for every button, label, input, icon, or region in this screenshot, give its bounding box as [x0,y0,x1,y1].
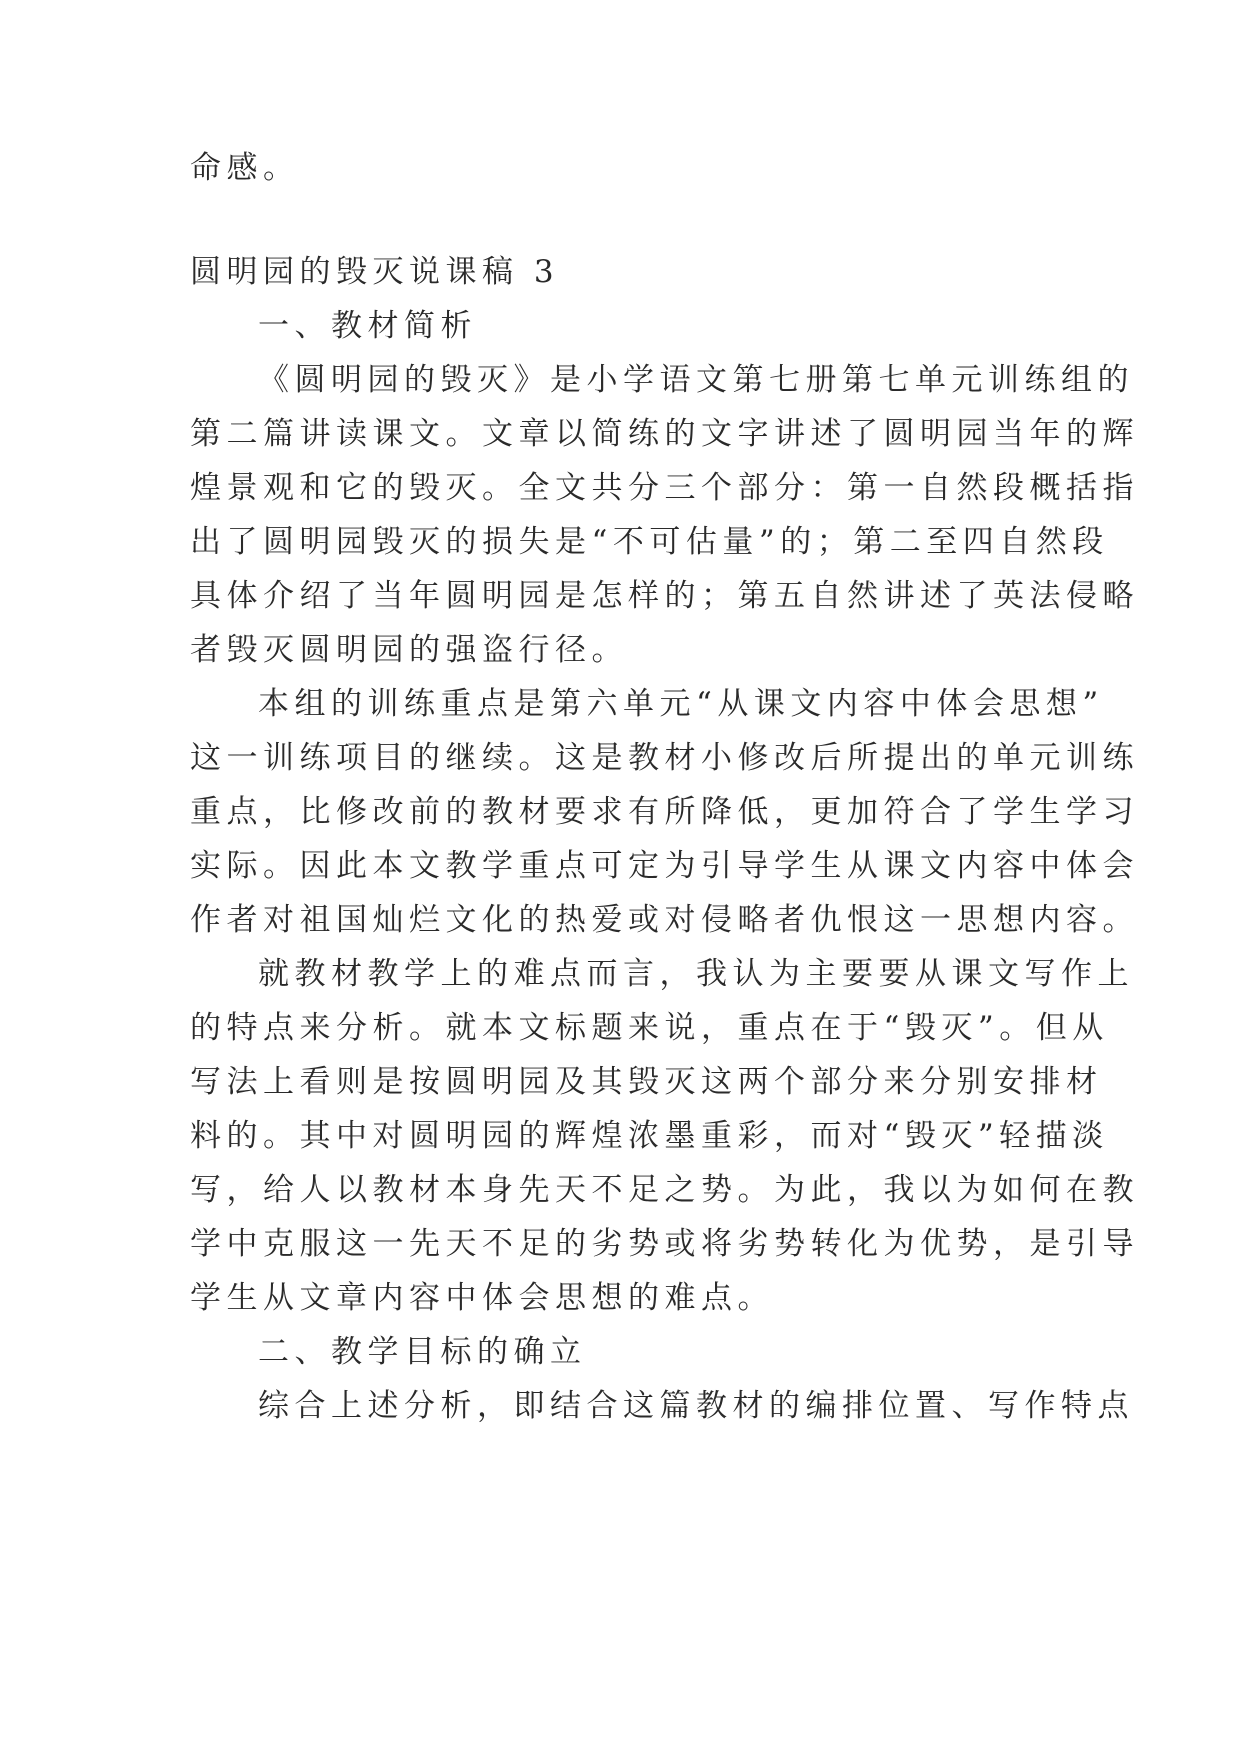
paragraph-3-line-7: 学生从文章内容中体会思想的难点。 [190,1280,774,1316]
paragraph-3-line-5: 写，给人以教材本身先天不足之势。为此，我以为如何在教 [190,1172,1139,1208]
paragraph-2-line-4: 实际。因此本文教学重点可定为引导学生从课文内容中体会 [190,848,1139,884]
paragraph-1-line-4: 出了圆明园毁灭的损失是“不可估量”的；第二至四自然段 [190,524,1109,560]
paragraph-2-line-2: 这一训练项目的继续。这是教材小修改后所提出的单元训练 [190,740,1139,776]
paragraph-1-line-6: 者毁灭圆明园的强盗行径。 [190,632,628,668]
paragraph-2-line-1: 本组的训练重点是第六单元“从课文内容中体会思想” [258,686,1104,722]
paragraph-1-line-1: 《圆明园的毁灭》是小学语文第七册第七单元训练组的 [258,362,1134,398]
paragraph-3-line-2: 的特点来分析。就本文标题来说，重点在于“毁灭”。但从 [190,1010,1109,1046]
heading-textbook-analysis: 一、教材简析 [258,308,477,344]
paragraph-1-line-2: 第二篇讲读课文。文章以简练的文字讲述了圆明园当年的辉 [190,416,1139,452]
text-line-continuation: 命感。 [190,150,300,186]
heading-teaching-goals: 二、教学目标的确立 [258,1334,587,1370]
paragraph-2-line-3: 重点，比修改前的教材要求有所降低，更加符合了学生学习 [190,794,1139,830]
paragraph-1-line-3: 煌景观和它的毁灭。全文共分三个部分：第一自然段概括指 [190,470,1139,506]
paragraph-3-line-1: 就教材教学上的难点而言，我认为主要要从课文写作上 [258,956,1134,992]
section-title: 圆明园的毁灭说课稿 3 [190,254,560,290]
paragraph-3-line-4: 料的。其中对圆明园的辉煌浓墨重彩，而对“毁灭”轻描淡 [190,1118,1109,1154]
paragraph-1-line-5: 具体介绍了当年圆明园是怎样的；第五自然讲述了英法侵略 [190,578,1139,614]
paragraph-3-line-3: 写法上看则是按圆明园及其毁灭这两个部分来分别安排材 [190,1064,1103,1100]
paragraph-3-line-6: 学中克服这一先天不足的劣势或将劣势转化为优势，是引导 [190,1226,1139,1262]
paragraph-4-line-1: 综合上述分析，即结合这篇教材的编排位置、写作特点 [258,1388,1134,1424]
paragraph-2-line-5: 作者对祖国灿烂文化的热爱或对侵略者仇恨这一思想内容。 [190,902,1139,938]
